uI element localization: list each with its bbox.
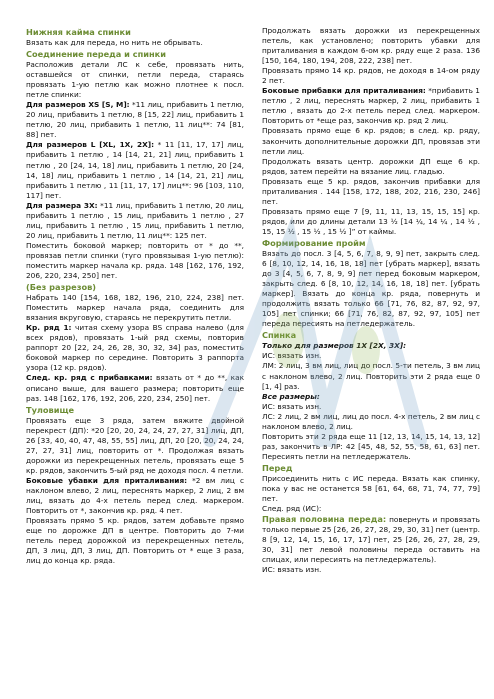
paragraph xyxy=(26,201,244,241)
section-heading: Перед xyxy=(262,462,293,473)
paragraph xyxy=(26,476,244,516)
paragraph: Провязать еще 3 ряда, затем вяжите двойной перекрест (ДП): *20 [20, 20, 24, 24, 27, 27, 31] лиц, ДП, 26 [33, 40, 40, 47, 48, 55, 55] лиц, ДП, 20 [20, 20, 24, 24, 27, 27, 31] лиц, повторить от *. Продолжая вязать дорожки из перекрещенных петель, провязать еще 5 кр. рядов, закончить 5-ый ряд не доходя посл. 4 петли. xyxy=(26,415,244,475)
paragraph: Провязать прямо 5 кр. рядов, затем добавьте прямо еще по дорожке ДП в центре. Повторить до 7-ми петель перед дорожкой из перекрещенных петель, ДП, 3 лиц, ДП, 3 лиц, ДП. Повторить от * еще 3 раза, лиц до конца кр. ряда. xyxy=(26,516,244,566)
paragraph-text: *прибавить 1 петлю , 2 лиц, переснять маркер, 2 лиц, прибавить 1 петлю , вязать до 2-х петель перед след. маркером. Повторить от *еще раз, закончив кр. ряд 2 лиц. xyxy=(262,86,480,126)
paragraph-lead: Для размеров L [XL, 1X, 2X]: xyxy=(26,140,155,150)
paragraph: Поместить боковой маркер; повторить от * до **, провязав петли спинки (туго провязывая 1-ую петлю): поместить маркер начала кр. ряда. 148 [162, 176, 192, 206, 220, 234, 250] пет. xyxy=(26,240,244,281)
paragraph-lead: Для размеров XS [S, M]: xyxy=(26,100,130,110)
paragraph-lead: Боковые убавки для приталивания: xyxy=(26,475,188,485)
paragraph: Продолжать вязать центр. дорожки ДП еще 6 кр. рядов, затем перейти на вязание лиц. гладью. xyxy=(262,156,480,176)
paragraph: ЛС: 2 лиц, 2 вм лиц, лиц до посл. 4-х петель, 2 вм лиц с наклоном влево, 2 лиц. xyxy=(262,411,480,431)
paragraph-text: читая схему узора BS справа налево (для всех рядов), провязать 1-ый ряд схемы, повторив раппорт 20 [22, 24, 26, 28, 30, 32, 34] раз, поместить боковой маркер по середине. Повторить 3 раппорта узора (12 кр. рядов). xyxy=(26,323,244,373)
paragraph: Провязать прямо еще 7 [9, 11, 11, 13, 15, 15, 15] кр. рядов, или до длины детали 13 ½ [14 ¼, 14 ¼ , 14 ½ , 15, 15 ½ , 15 ½ , 15 ½ ]” от каймы. xyxy=(262,206,480,236)
section-heading: Соединение переда и спинки xyxy=(26,49,166,60)
paragraph-text: *11 лиц, прибавить 1 петлю, 20 лиц, прибавить 1 петлю, 8 [15, 22] лиц, прибавить 1 петлю, 20 лиц, прибавить 1 петлю, 11 лиц**: 74 [81, 88] пет. xyxy=(26,100,244,140)
paragraph xyxy=(262,514,480,565)
section-heading: Туловище xyxy=(26,404,75,415)
paragraph xyxy=(26,100,244,140)
paragraph: След. ряд (ИС): xyxy=(262,504,322,514)
right-column xyxy=(262,26,480,575)
paragraph: Провязать еще 5 кр. рядов, закончив прибавки для приталивания . 144 [158, 172, 188, 202, 216, 230, 246] пет. xyxy=(262,176,480,206)
paragraph: Повторить эти 2 ряда еще 11 [12, 13, 14, 15, 14, 13, 12] раз, закончить в ЛР: 42 [45, 48, 52, 55, 58, 61, 63] пет. Пересиять петли на петледержатель. xyxy=(262,431,480,461)
section-heading: Нижняя кайма спинки xyxy=(26,27,131,37)
paragraph: Набрать 140 [154, 168, 182, 196, 210, 224, 238] пет. Поместить маркер начала ряда, соединить для вязания вкруговую, стараясь не перекрутить петли. xyxy=(26,293,244,323)
paragraph-text: *2 вм лиц с наклоном влево, 2 лиц, переснять маркер, 2 лиц, 2 вм лиц, вязать до 4-х петель перед след. маркером. Повторить от *, закончив кр. ряд. 4 пет. xyxy=(26,475,244,516)
paragraph-text: повернуть и провязать только первые 25 [26, 26, 27, 28, 29, 30, 31] пет (центр. 8 [9, 12, 14, 15, 16, 17, 17] пет, 25 [26, 26, 27, 28, 29, 30, 31] пет левой половины переда оставить на спицах, или пересиять на петледержатель). xyxy=(262,515,480,565)
paragraph-text: * 11 [11, 17, 17] лиц, прибавить 1 петлю , 14 [14, 21, 21] лиц, прибавить 1 петлю , 20 [24, 14, 18] лиц, прибавить 1 петлю, 20 [24, 14, 18] лиц, прибавить 1 петлю , 14 [14, 21, 21] лиц, прибавить 1 петлю , 11 [11, 17, 17] лиц**: 96 [103, 110, 117] пет. xyxy=(26,140,244,200)
paragraph: ИС: вязать изн. xyxy=(262,351,322,361)
paragraph-text: вязать от * до **, как описано выше, для вашего размера; повторить еще раз. 148 [162, 176, 192, 206, 220, 234, 250] пет. xyxy=(26,373,245,403)
paragraph: ИС: вязать изн. xyxy=(262,565,322,575)
paragraph: ИС: вязать изн. xyxy=(262,401,322,411)
paragraph: Расположив детали ЛС к себе, провязать нить, оставшейся от спинки, петли переда, стараясь провязать 1-ую петлю как можно плотнее к посл. петле спинки: xyxy=(26,60,244,100)
paragraph-lead: Для размера 3X: xyxy=(26,200,98,210)
paragraph-lead: Боковые прибавки для приталивания: xyxy=(262,86,426,96)
section-heading: Спинка xyxy=(262,330,297,341)
paragraph: Продолжать вязать дорожки из перекрещенных петель, как установлено; повторить убавки для приталивания в каждом 6-ом кр. ряду еще 2 раза. 136 [150, 164, 180, 194, 208, 222, 238] пет. xyxy=(262,26,480,66)
paragraph: Провязать прямо еще 6 кр. рядов; в след. кр. ряду, закончить дополнительные дорожки ДП, провязав эти петли лиц. xyxy=(262,126,480,156)
section-heading: Формирование пройм xyxy=(262,237,366,248)
paragraph: ЛМ: 2 лиц, 3 вм лиц, лиц до посл. 5-ти петель, 3 вм лиц с наклоном влево, 2 лиц. Повторить эти 2 ряда еще 0 [1, 4] раз. xyxy=(262,361,480,391)
paragraph-text: *11 лиц, прибавить 1 петлю, 20 лиц, прибавить 1 петлю , 15 лиц, прибавить 1 петлю , 27 лиц, прибавить 1 петлю , 15 лиц, прибавить 1 петлю, 20 лиц, прибавить 1 петлю, 11 лиц**: 125 пет. xyxy=(26,200,244,240)
paragraph xyxy=(26,323,244,373)
left-column xyxy=(26,26,244,566)
section-heading: (Без разрезов) xyxy=(26,282,97,293)
paragraph: Присоединить нить с ИС переда. Вязать как спинку, пока у вас не останется 58 [61, 64, 68, 71, 74, 77, 79] пет. xyxy=(262,473,480,504)
paragraph: Вязать до посл. 3 [4, 5, 6, 7, 8, 9, 9] пет, закрыть след. 6 [8, 10, 12, 14, 16, 18, 18] пет [убрать маркер], вязать до 3 [4, 5, 6, 7, 8, 9, 9] пет перед боковым маркером, закрыть след. 6 [8, 10, 12, 14, 16, 18, 18] пет. [убрать маркер]. Вязать до конца кр. ряда, повернуть и продолжить вязать только 66 [71, 76, 82, 87, 92, 97, 105] пет спинки; 66 [71, 76, 82, 87, 92, 97, 105] пет переда пересиять на петледержатель. xyxy=(262,248,480,329)
paragraph-lead: След. кр. ряд с прибавками: xyxy=(26,373,153,383)
paragraph: Провязать прямо 14 кр. рядов, не доходя в 14-ом ряду 2 пет. xyxy=(262,66,480,86)
paragraph xyxy=(26,373,244,403)
paragraph xyxy=(262,86,480,126)
subheading: Все размеры: xyxy=(262,391,320,401)
paragraph: Вязать как для переда, но нить не обрывать. xyxy=(26,38,203,47)
paragraph-lead: Правая половина переда: xyxy=(262,514,387,525)
paragraph xyxy=(26,140,244,200)
paragraph-lead: Кр. ряд 1: xyxy=(26,323,72,333)
subheading: Только для размеров 1X [2X, 3X]: xyxy=(262,341,407,351)
